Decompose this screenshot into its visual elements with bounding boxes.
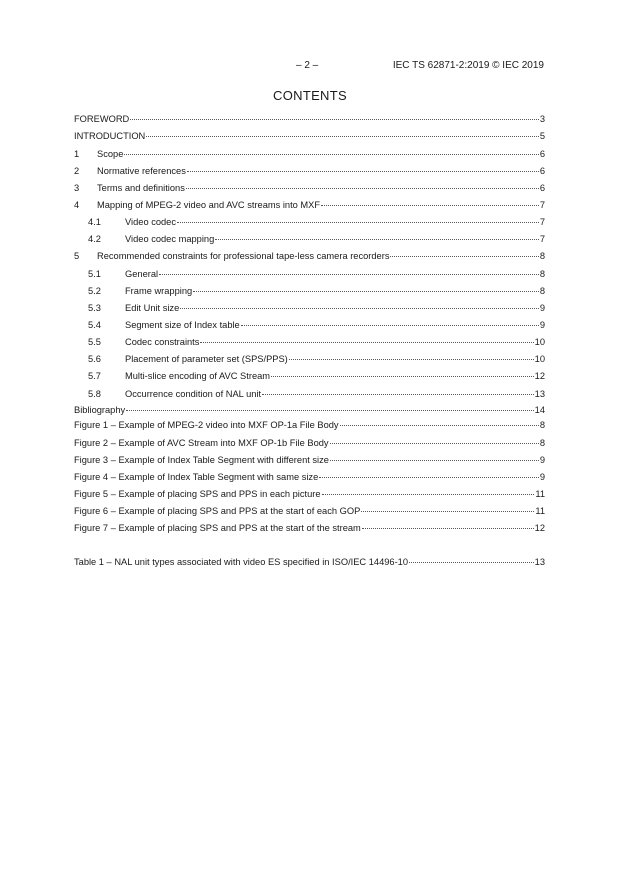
figure-entry[interactable]: [74, 487, 545, 501]
toc-entry-recommended-constraints[interactable]: [74, 249, 545, 263]
document-id: IEC TS 62871-2:2019 © IEC 2019: [392, 60, 544, 71]
toc-entry-number: 5.6: [88, 354, 101, 364]
figure-entry-page: 9: [539, 455, 545, 465]
dot-leader: [124, 145, 538, 155]
toc-entry-label: Recommended constraints for professional tape-less camera recorders: [97, 251, 390, 261]
figure-entry-label: Figure 6 – Example of placing SPS and PPS at the start of each GOP: [74, 506, 361, 516]
toc-entry-normative-references[interactable]: [74, 164, 545, 178]
toc-entry-page: 9: [539, 320, 545, 330]
toc-entry-segment-size[interactable]: [88, 318, 545, 332]
dot-leader: [200, 333, 533, 343]
toc-entry-number: 5.1: [88, 269, 101, 279]
toc-entry-page: 12: [534, 371, 545, 381]
toc-entry-parameter-set[interactable]: [88, 352, 545, 366]
toc-entry-label: Placement of parameter set (SPS/PPS): [125, 354, 288, 364]
toc-entry-multi-slice[interactable]: [88, 369, 545, 383]
toc-entry-page: 6: [539, 166, 545, 176]
toc-entry-number: 4: [74, 200, 80, 210]
toc-entry-label: Occurrence condition of NAL unit: [125, 389, 262, 399]
toc-entry-number: 4.2: [88, 234, 101, 244]
dot-leader: [362, 519, 534, 529]
figure-entry-page: 12: [534, 523, 545, 533]
figure-entry-label: Figure 1 – Example of MPEG-2 video into MXF OP-1a File Body: [74, 420, 339, 430]
dot-leader: [409, 553, 534, 563]
dot-leader: [330, 434, 539, 444]
dot-leader: [319, 468, 539, 478]
toc-entry-edit-unit-size[interactable]: [88, 301, 545, 315]
table-entry-label: Table 1 – NAL unit types associated with video ES specified in ISO/IEC 14496-10: [74, 557, 409, 567]
toc-entry-label: Scope: [97, 149, 124, 159]
toc-entry-label: Edit Unit size: [125, 303, 180, 313]
dot-leader: [187, 162, 539, 172]
dot-leader: [262, 385, 534, 395]
page-number: – 2 –: [296, 60, 319, 71]
toc-entry-general[interactable]: [88, 267, 545, 281]
toc-entry-number: 5.7: [88, 371, 101, 381]
toc-entry-page: 13: [534, 389, 545, 399]
dot-leader: [361, 502, 534, 512]
toc-entry-number: 5.3: [88, 303, 101, 313]
toc-entry-label: Multi-slice encoding of AVC Stream: [125, 371, 271, 381]
dot-leader: [146, 127, 539, 137]
figure-entry-label: Figure 5 – Example of placing SPS and PPS in each picture: [74, 489, 321, 499]
toc-entry-page: 3: [539, 114, 545, 124]
toc-entry-mapping[interactable]: [74, 198, 545, 212]
toc-entry-introduction[interactable]: [74, 129, 545, 143]
toc-entry-page: 7: [539, 234, 545, 244]
toc-entry-label: Frame wrapping: [125, 286, 193, 296]
dot-leader: [271, 367, 534, 377]
toc-entry-page: 14: [534, 405, 545, 415]
toc-entry-codec-constraints[interactable]: [88, 335, 545, 349]
toc-entry-label: Video codec: [125, 217, 177, 227]
figure-entry-label: Figure 2 – Example of AVC Stream into MXF OP-1b File Body: [74, 438, 329, 448]
dot-leader: [159, 265, 539, 275]
toc-entry-bibliography[interactable]: [74, 403, 545, 417]
dot-leader: [241, 316, 539, 326]
toc-entry-number: 3: [74, 183, 80, 193]
toc-entry-page: 6: [539, 149, 545, 159]
figure-entry-page: 11: [535, 489, 545, 499]
toc-entry-page: 7: [539, 217, 545, 227]
dot-leader: [321, 196, 539, 206]
toc-entry-number: 1: [74, 149, 80, 159]
toc-entry-number: 5.4: [88, 320, 101, 330]
toc-entry-label: Segment size of Index table: [125, 320, 240, 330]
toc-entry-nal-unit[interactable]: [88, 387, 545, 401]
toc-entry-video-codec-mapping[interactable]: [88, 232, 545, 246]
toc-entry-page: 9: [539, 303, 545, 313]
figure-entry[interactable]: [74, 470, 545, 484]
toc-entry-number: 2: [74, 166, 80, 176]
toc-entry-page: 6: [539, 183, 545, 193]
dot-leader: [340, 416, 539, 426]
toc-entry-foreword[interactable]: [74, 112, 545, 126]
figure-entry[interactable]: [74, 521, 545, 535]
figure-entry-page: 8: [539, 438, 545, 448]
dot-leader: [193, 282, 539, 292]
toc-entry-page: 7: [539, 200, 545, 210]
toc-entry-number: 5: [74, 251, 80, 261]
toc-entry-label: Video codec mapping: [125, 234, 215, 244]
dot-leader: [322, 485, 535, 495]
toc-entry-label: FOREWORD: [74, 114, 130, 124]
dot-leader: [130, 110, 539, 120]
toc-entry-page: 8: [539, 251, 545, 261]
dot-leader: [126, 401, 533, 411]
figure-entry[interactable]: [74, 418, 545, 432]
figure-entry[interactable]: [74, 436, 545, 450]
toc-entry-label: General: [125, 269, 159, 279]
toc-entry-label: Normative references: [97, 166, 186, 176]
figure-entry-label: Figure 3 – Example of Index Table Segment with different size: [74, 455, 329, 465]
toc-entry-label: INTRODUCTION: [74, 131, 146, 141]
toc-entry-label: Bibliography: [74, 405, 126, 415]
figure-entry-page: 11: [535, 506, 545, 516]
dot-leader: [215, 230, 539, 240]
dot-leader: [330, 451, 539, 461]
toc-entry-number: 5.8: [88, 389, 101, 399]
toc-entry-label: Terms and definitions: [97, 183, 185, 193]
toc-entry-number: 5.2: [88, 286, 101, 296]
figure-entry-label: Figure 4 – Example of Index Table Segment with same size: [74, 472, 319, 482]
dot-leader: [289, 350, 534, 360]
toc-entry-label: Codec constraints: [125, 337, 200, 347]
toc-entry-number: 5.5: [88, 337, 101, 347]
figure-entry-page: 9: [539, 472, 545, 482]
dot-leader: [180, 299, 539, 309]
toc-entry-label: Mapping of MPEG-2 video and AVC streams into MXF: [97, 200, 321, 210]
toc-entry-frame-wrapping[interactable]: [88, 284, 545, 298]
toc-entry-number: 4.1: [88, 217, 101, 227]
table-entry[interactable]: [74, 555, 545, 569]
toc-entry-terms-and-definitions[interactable]: [74, 181, 545, 195]
toc-entry-page: 10: [534, 354, 545, 364]
dot-leader: [177, 213, 539, 223]
toc-entry-video-codec[interactable]: [88, 215, 545, 229]
page-title: CONTENTS: [273, 88, 347, 103]
figure-entry-label: Figure 7 – Example of placing SPS and PPS at the start of the stream: [74, 523, 361, 533]
toc-entry-page: 8: [539, 286, 545, 296]
table-entry-page: 13: [534, 557, 545, 567]
toc-entry-scope[interactable]: [74, 147, 545, 161]
dot-leader: [186, 179, 539, 189]
figure-entry[interactable]: [74, 504, 545, 518]
toc-entry-page: 8: [539, 269, 545, 279]
toc-entry-page: 5: [539, 131, 545, 141]
dot-leader: [390, 247, 538, 257]
toc-entry-page: 10: [534, 337, 545, 347]
figure-entry-page: 8: [539, 420, 545, 430]
page-header: [0, 60, 620, 74]
figure-entry[interactable]: [74, 453, 545, 467]
